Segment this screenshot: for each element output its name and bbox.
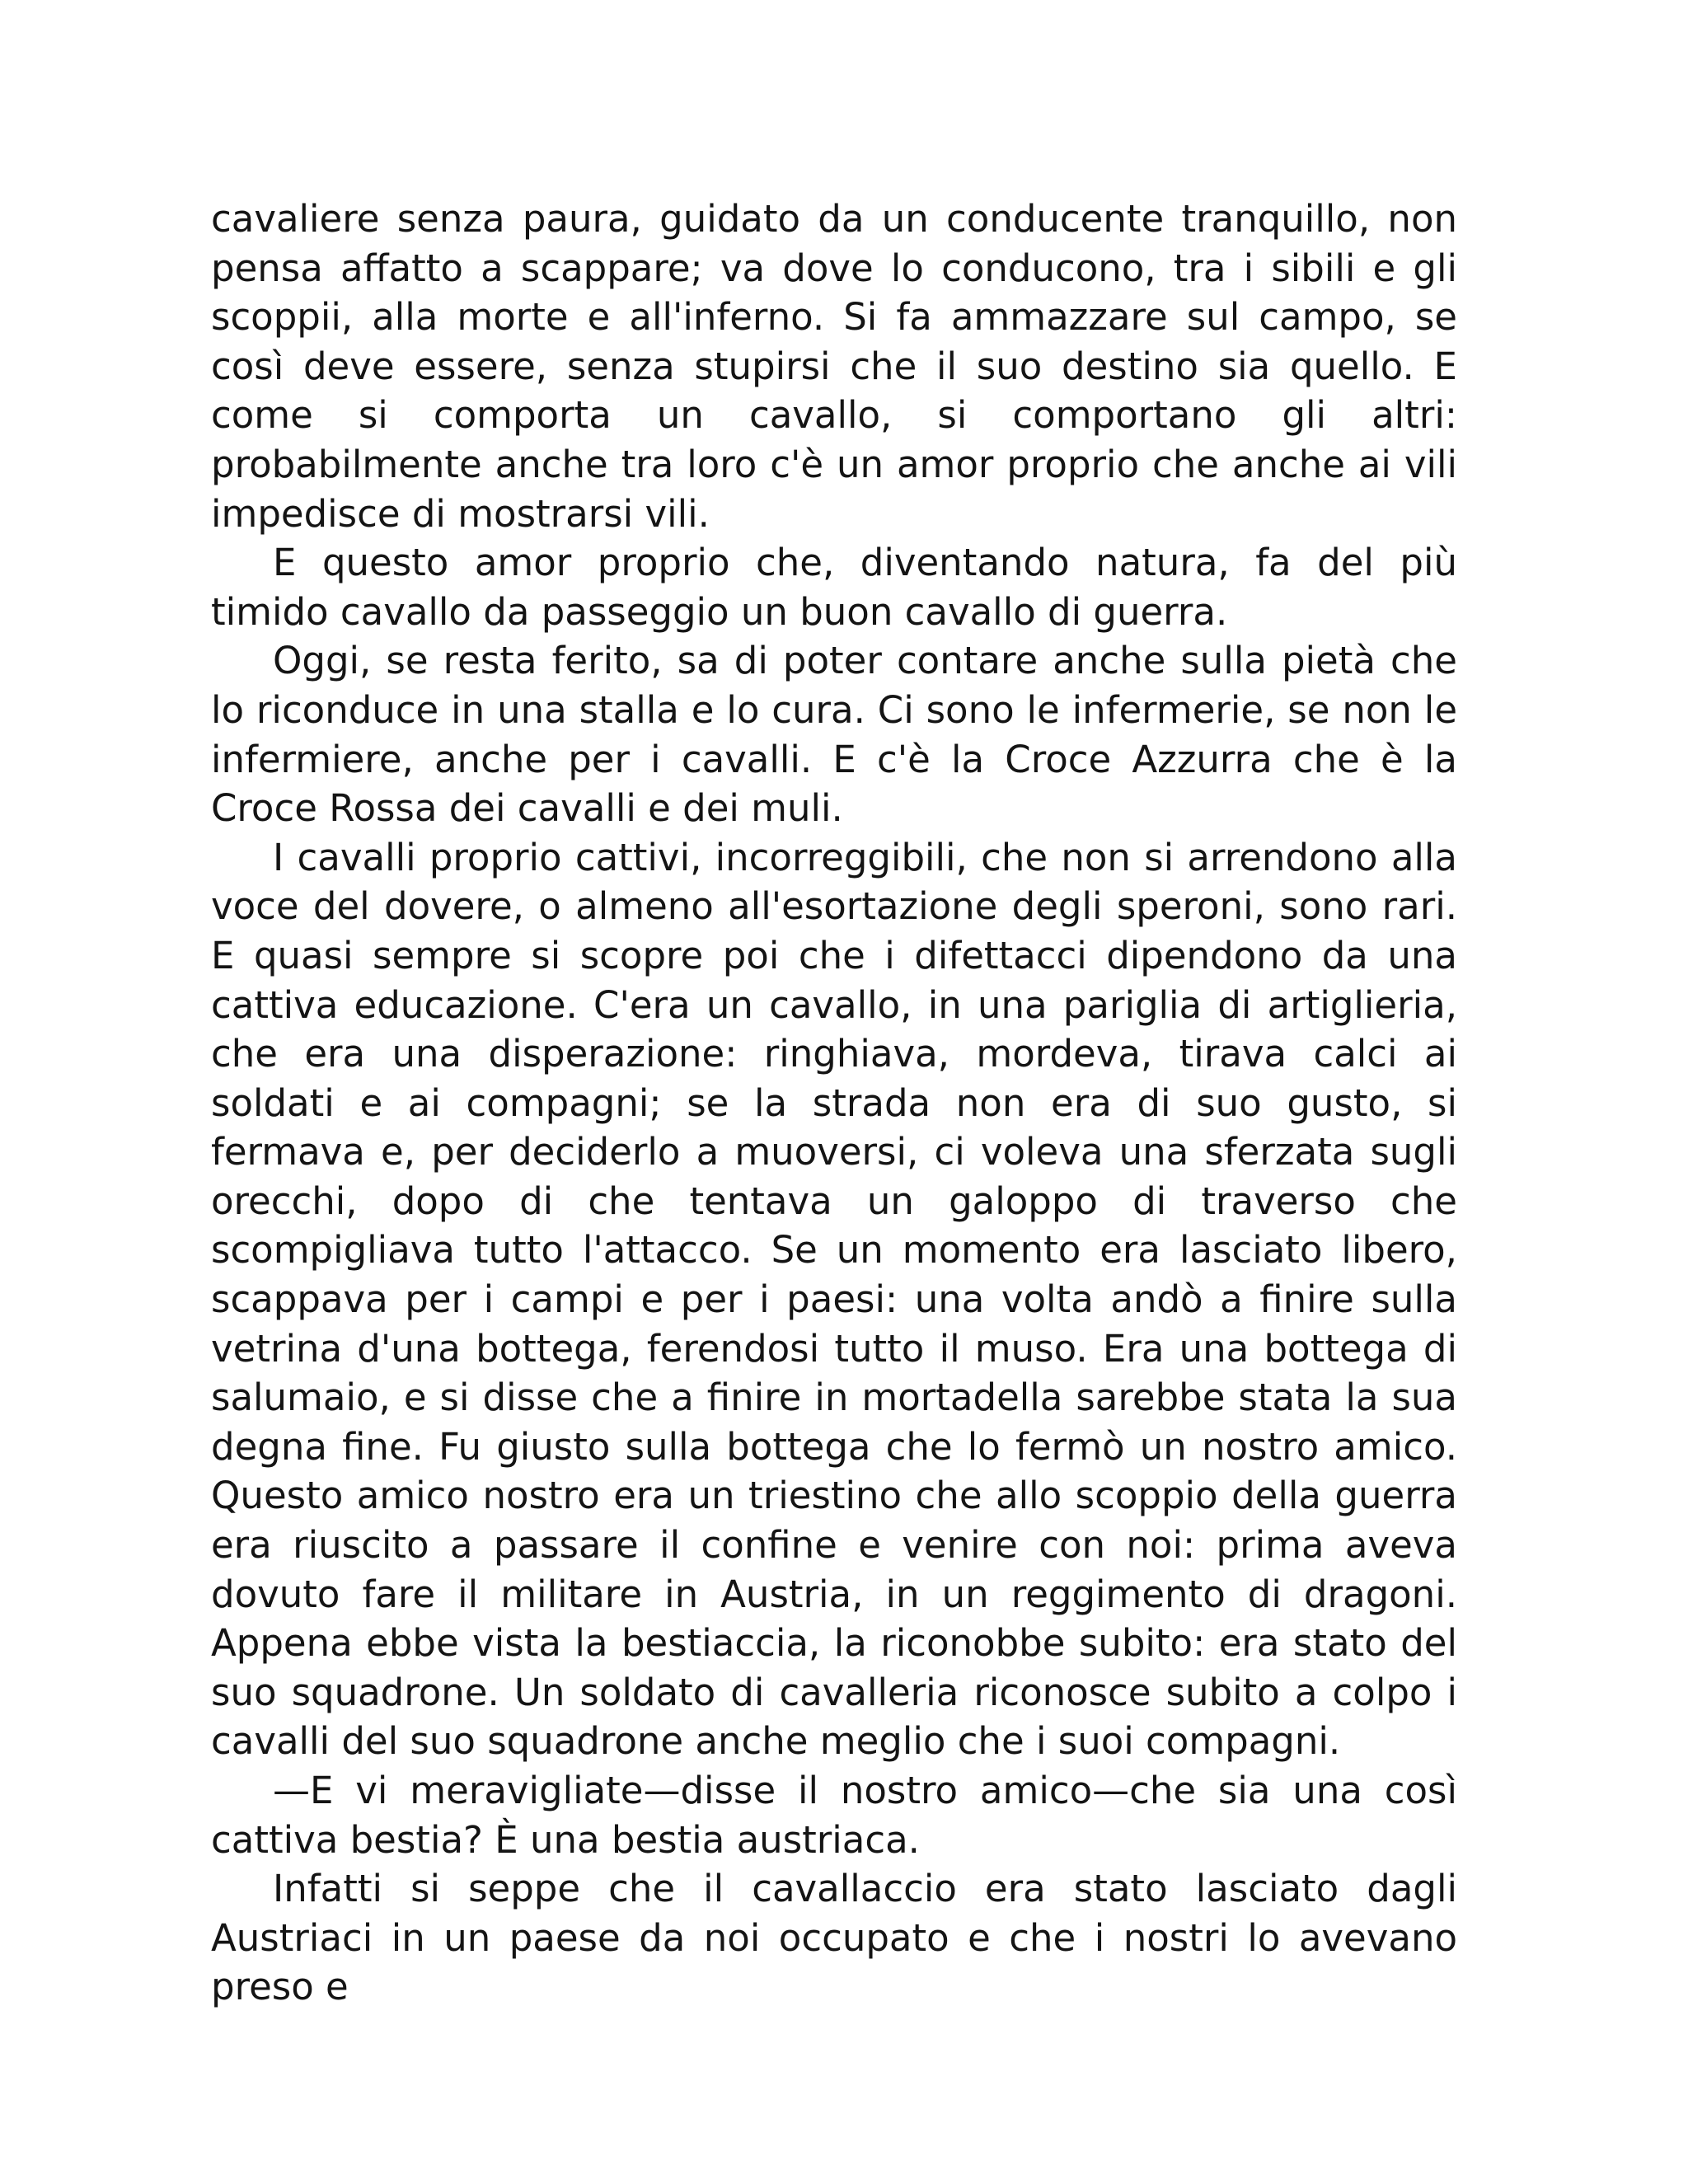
- paragraph-4: I cavalli proprio cattivi, incorreggibili, che non si arrendono alla voce del dovere, o almeno all'esortazione degli speroni, sono rari. E quasi sempre si scopre poi che i difettacci dipendono da una cattiva educazione. C'era un cavallo, in una pariglia di artiglieria, che era una disperazione: ringhiava, mordeva, tirava calci ai soldati e ai compagni; se la strada non era di suo gusto, si fermava e, per deciderlo a muoversi, ci voleva una sferzata sugli orecchi, dopo di che tentava un galoppo di traverso che scompigliava tutto l'attacco. Se un momento era lasciato libero, scappava per i campi e per i paesi: una volta andò a finire sulla vetrina d'una bottega, ferendosi tutto il muso. Era una bottega di salumaio, e si disse che a finire in mortadella sarebbe stata la sua degna fine. Fu giusto sulla bottega che lo fermò un nostro amico. Questo amico nostro era un triestino che allo scoppio della guerra era riuscito a passare il confine e venire con noi: prima aveva dovuto fare il militare in Austria, in un reggimento di dragoni. Appena ebbe vista la bestiaccia, la riconobbe subito: era stato del suo squadrone. Un soldato di cavalleria riconosce subito a colpo i cavalli del suo squadrone anche meglio che i suoi compagni.: [211, 835, 1457, 1764]
- paragraph-5: —E vi meravigliate—disse il nostro amico—che sia una così cattiva bestia? È una bestia austriaca.: [211, 1769, 1457, 1862]
- paragraph-1: cavaliere senza paura, guidato da un conducente tranquillo, non pensa affatto a scappare; va dove lo conducono, tra i sibili e gli scoppii, alla morte e all'inferno. Si fa ammazzare sul campo, se così deve essere, senza stupirsi che il suo destino sia quello. E come si comporta un cavallo, si comportano gli altri: probabilmente anche tra loro c'è un amor proprio che anche ai vili impedisce di mostrarsi vili.: [211, 197, 1457, 536]
- paragraph-2: E questo amor proprio che, diventando natura, fa del più timido cavallo da passeggio un buon cavallo di guerra.: [211, 541, 1457, 634]
- paragraph-3: Oggi, se resta ferito, sa di poter contare anche sulla pietà che lo riconduce in una stalla e lo cura. Ci sono le infermerie, se non le infermiere, anche per i cavalli. E c'è la Croce Azzurra che è la Croce Rossa dei cavalli e dei muli.: [211, 639, 1457, 831]
- body-text: [211, 194, 1457, 2012]
- paragraph-6: Infatti si seppe che il cavallaccio era stato lasciato dagli Austriaci in un paese da noi occupato e che i nostri lo avevano preso e: [211, 1867, 1457, 2009]
